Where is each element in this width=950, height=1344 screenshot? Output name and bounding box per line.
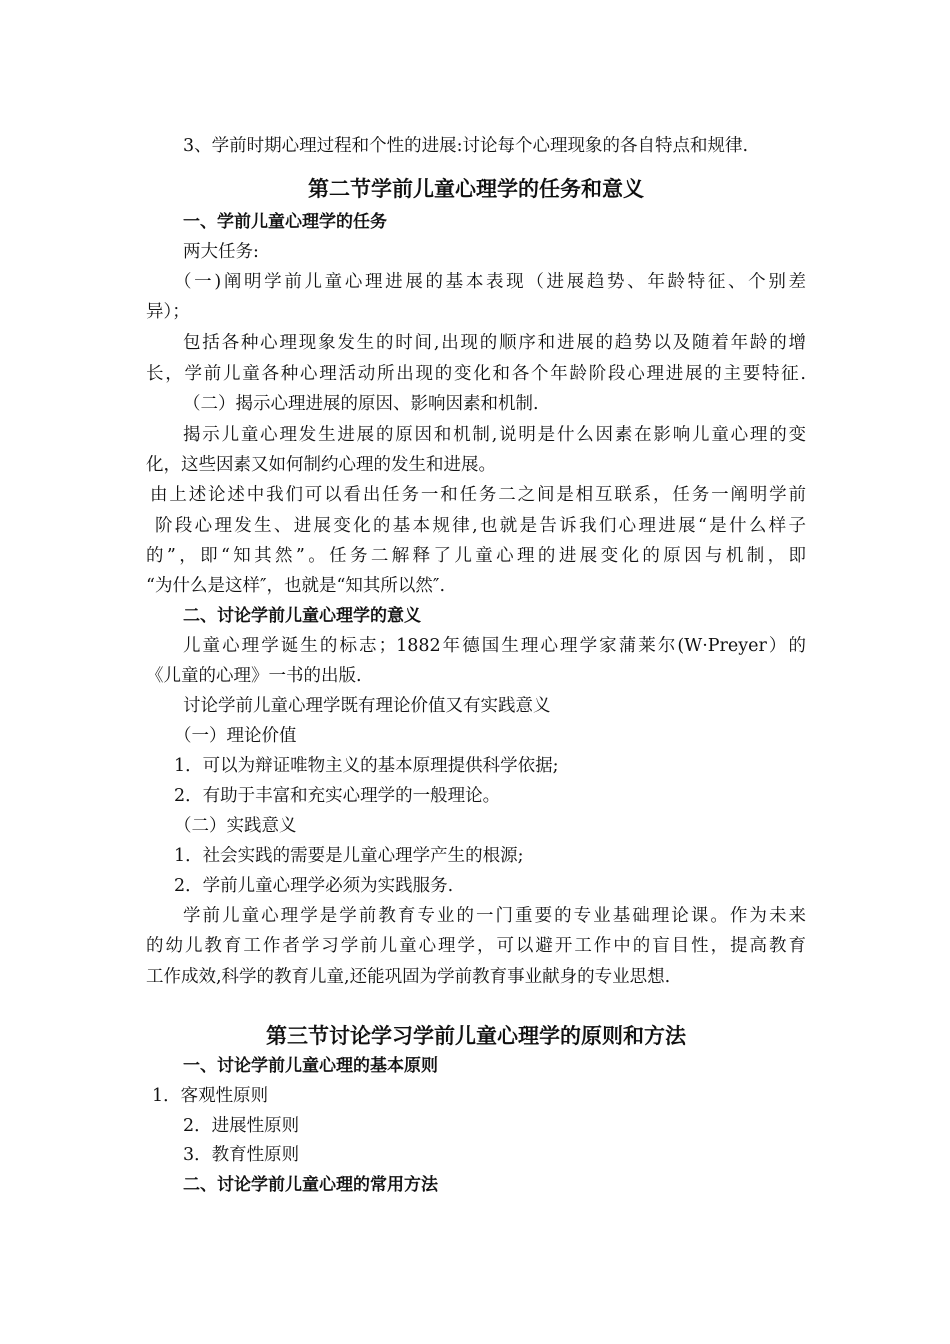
paragraph-line: （二）实践意义 — [174, 816, 297, 836]
paragraph-line: “为什么是这样″，也就是“知其所以然″. — [146, 576, 446, 596]
paragraph-line: 《儿童的心理》一书的出版. — [146, 666, 362, 686]
paragraph-line: 的”，即“知其然”。任务二解释了儿童心理的进展变化的原因与机制，即 — [146, 546, 806, 566]
paragraph-line: 由上述论述中我们可以看出任务一和任务二之间是相互联系，任务一阐明学前 — [150, 485, 806, 505]
paragraph-line: 揭示儿童心理发生进展的原因和机制,说明是什么因素在影响儿童心理的变 — [183, 425, 806, 445]
paragraph-line: 学前儿童心理学是学前教育专业的一门重要的专业基础理论课。作为未来 — [183, 906, 806, 926]
list-item: 1．可以为辩证唯物主义的基本原理提供科学依据; — [174, 756, 559, 776]
paragraph-line: （一)阐明学前儿童心理进展的基本表现（进展趋势、年龄特征、个别差 — [174, 272, 806, 292]
paragraph-line: 3、学前时期心理过程和个性的进展:讨论每个心理现象的各自特点和规律. — [183, 136, 749, 156]
list-item: 2．有助于丰富和充实心理学的一般理论。 — [174, 786, 501, 806]
paragraph-line: 阶段心理发生、进展变化的基本规律,也就是告诉我们心理进展“是什么样子 — [155, 516, 806, 536]
paragraph-line: 异）； — [146, 302, 190, 322]
list-item: 1．社会实践的需要是儿童心理学产生的根源; — [174, 846, 524, 866]
paragraph-line: 包括各种心理现象发生的时间,出现的顺序和进展的趋势以及随着年龄的增 — [183, 333, 806, 353]
paragraph-line: 化，这些因素又如何制约心理的发生和进展。 — [146, 455, 496, 475]
paragraph-line: （二）揭示心理进展的原因、影响因素和机制. — [183, 394, 539, 414]
section-heading-2: 第二节学前儿童心理学的任务和意义 — [308, 177, 644, 201]
list-item: 1．客观性原则 — [152, 1086, 269, 1106]
paragraph-line: 讨论学前儿童心理学既有理论价值又有实践意义 — [183, 696, 551, 716]
subheading-tasks: 一、学前儿童心理学的任务 — [183, 212, 387, 232]
list-item: 2．进展性原则 — [183, 1116, 300, 1136]
section-heading-3: 第三节讨论学习学前儿童心理学的原则和方法 — [266, 1024, 686, 1048]
paragraph-line: （一）理论价值 — [174, 726, 297, 746]
paragraph-line: 两大任务: — [183, 242, 259, 262]
paragraph-line: 儿童心理学诞生的标志；1882年德国生理心理学家蒲莱尔(W·Preyer）的 — [183, 636, 806, 656]
list-item: 3．教育性原则 — [183, 1145, 300, 1165]
subheading-principles: 一、讨论学前儿童心理的基本原则 — [183, 1056, 438, 1076]
list-item: 2．学前儿童心理学必须为实践服务. — [174, 876, 454, 896]
subheading-methods: 二、讨论学前儿童心理的常用方法 — [183, 1175, 438, 1195]
paragraph-line: 的幼儿教育工作者学习学前儿童心理学，可以避开工作中的盲目性，提高教育 — [146, 936, 806, 956]
subheading-significance: 二、讨论学前儿童心理学的意义 — [183, 606, 421, 626]
paragraph-line: 工作成效,科学的教育儿童,还能巩固为学前教育事业献身的专业思想. — [146, 967, 671, 987]
paragraph-line: 长，学前儿童各种心理活动所出现的变化和各个年龄阶段心理进展的主要特征. — [146, 364, 806, 384]
